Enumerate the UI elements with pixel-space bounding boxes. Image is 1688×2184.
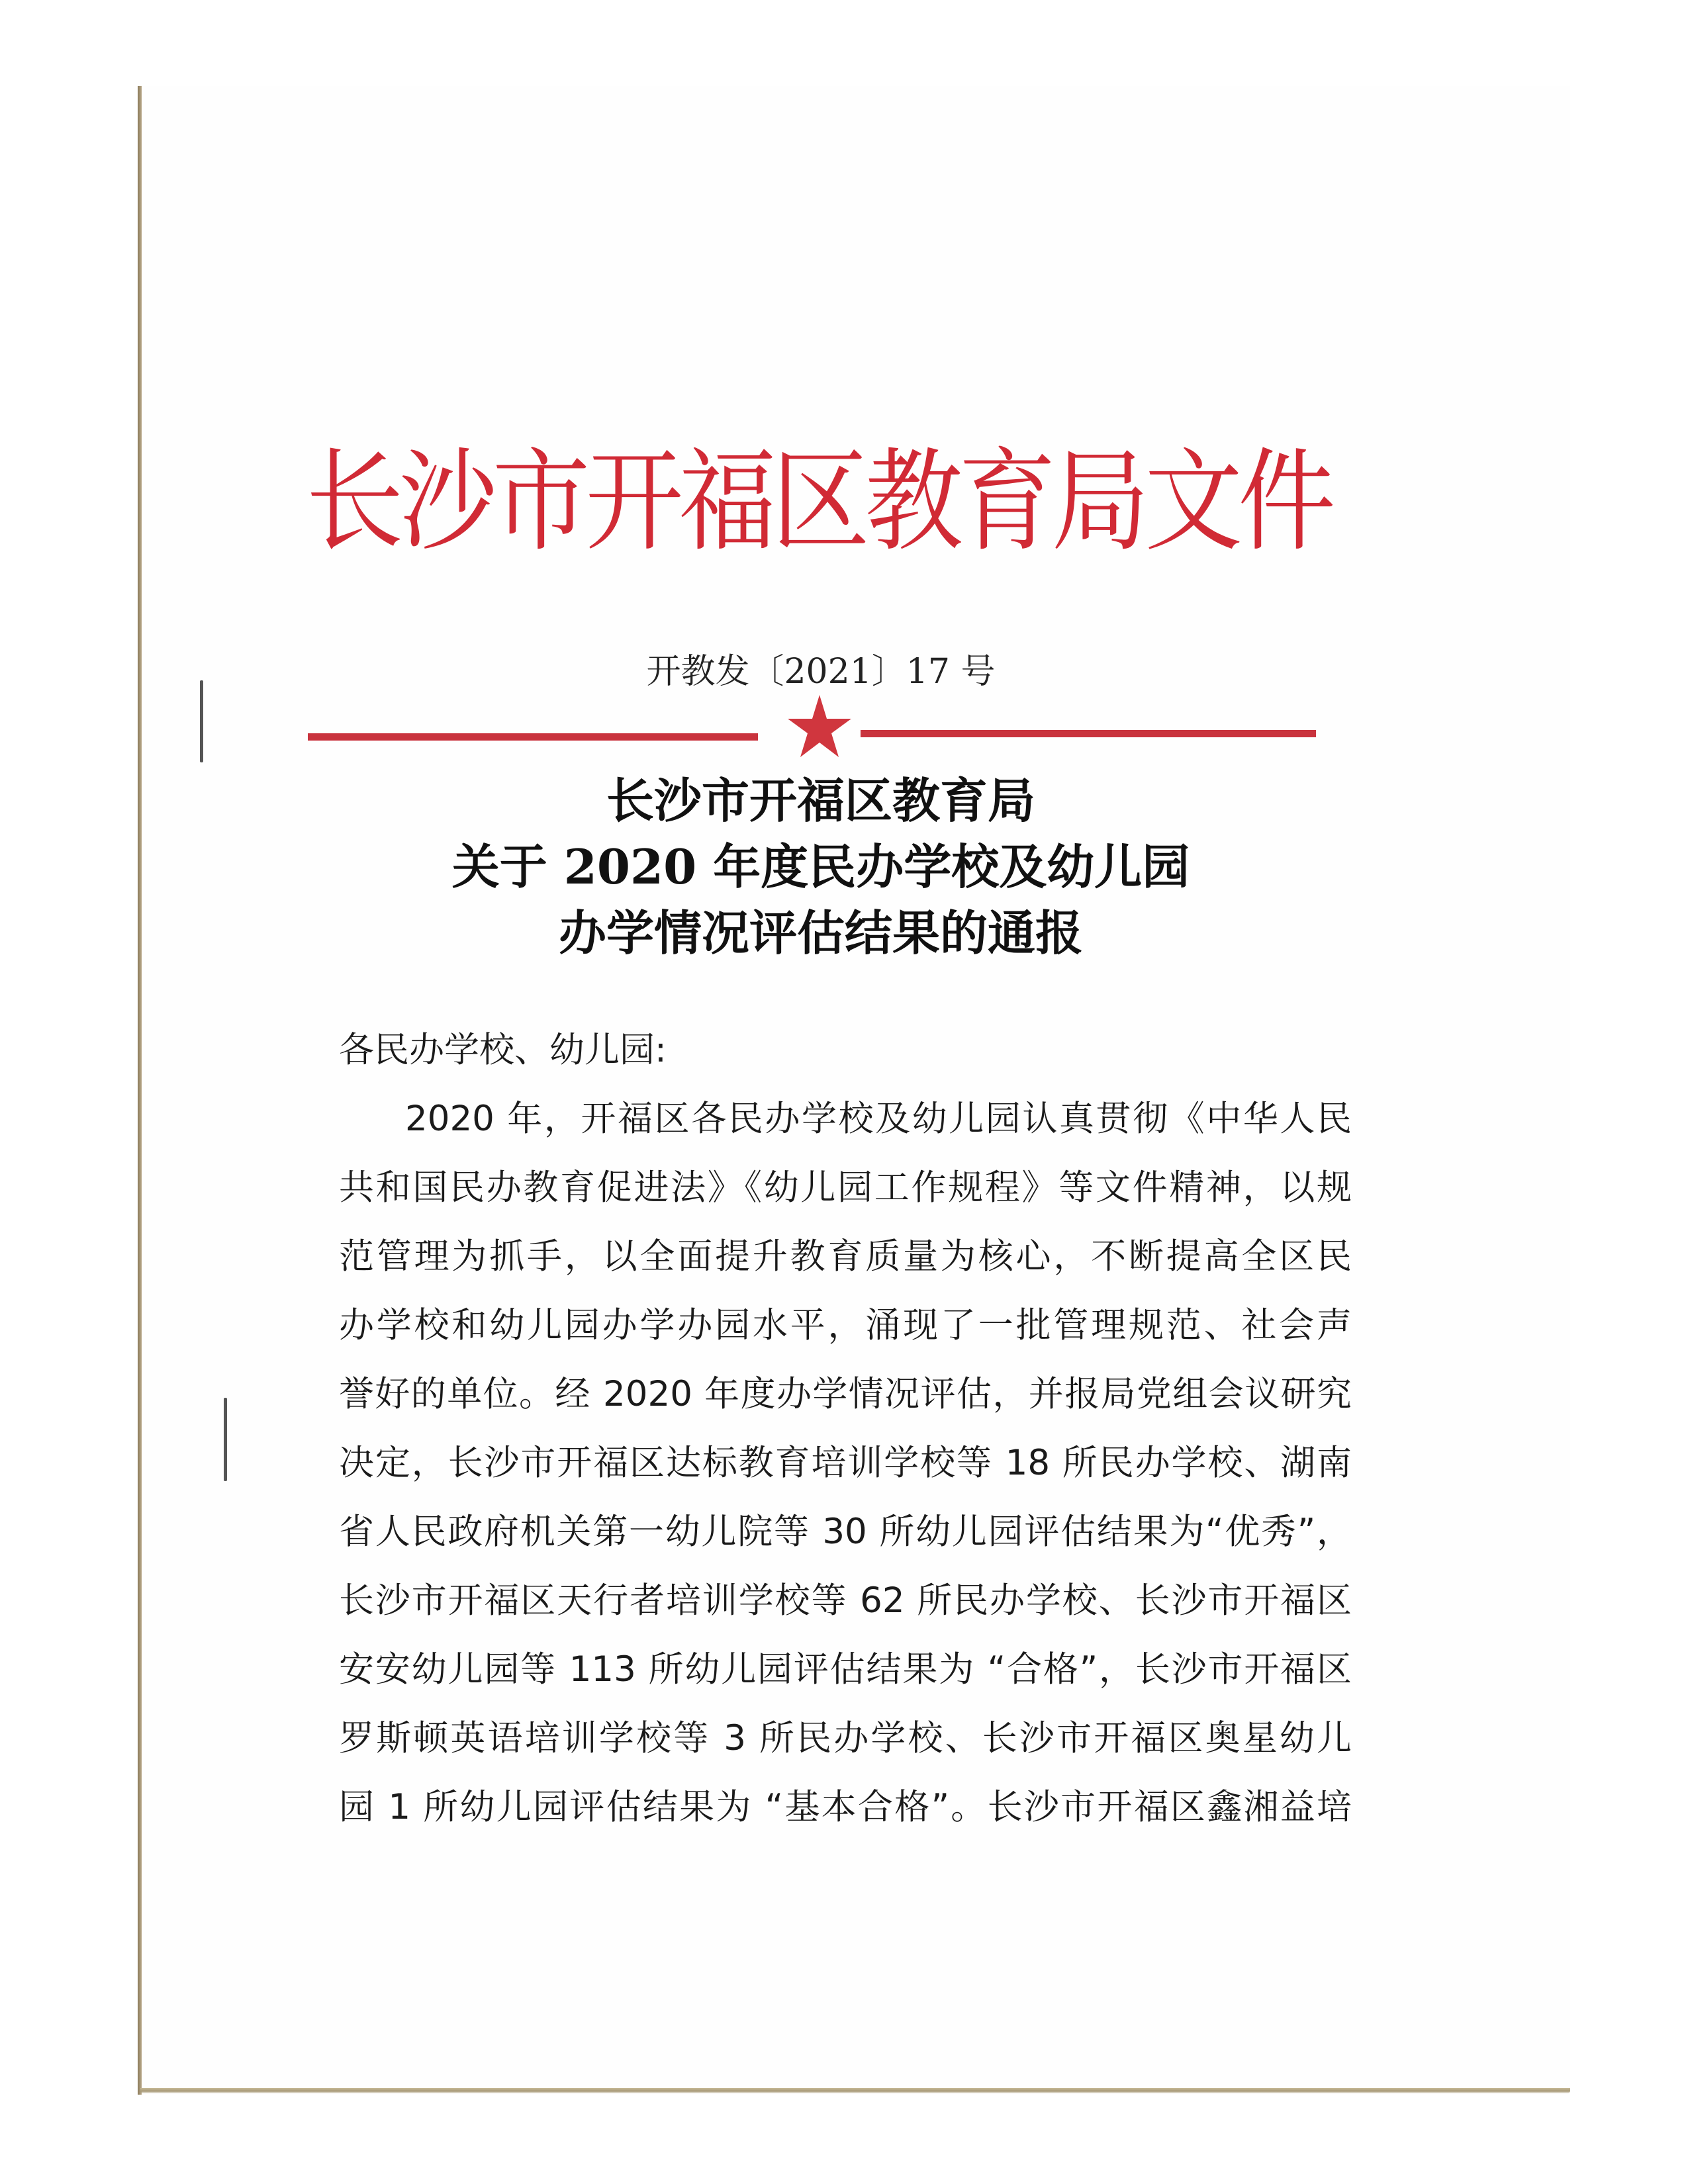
body-line: 共和国民办教育促进法》《幼儿园工作规程》等文件精神，以规	[339, 1167, 1352, 1208]
body-line: 誉好的单位。经 2020 年度办学情况评估，并报局党组会议研究	[339, 1374, 1352, 1414]
body-line: 罗斯顿英语培训学校等 3 所民办学校、长沙市开福区奥星幼儿	[339, 1718, 1352, 1758]
document-body	[339, 1016, 1352, 1842]
title-line: 长沙市开福区教育局	[606, 772, 1035, 829]
body-line: 范管理为抓手，以全面提升教育质量为核心，不断提高全区民	[339, 1236, 1352, 1277]
body-line: 长沙市开福区天行者培训学校等 62 所民办学校、长沙市开福区	[339, 1580, 1352, 1621]
issuing-authority-header: 长沙市开福区教育局文件	[306, 437, 1331, 567]
title-line: 办学情况评估结果的通报	[558, 905, 1083, 961]
body-line: 决定，长沙市开福区达标教育培训学校等 18 所民办学校、湖南	[339, 1443, 1352, 1483]
body-line: 安安幼儿园等 113 所幼儿园评估结果为 “合格”，长沙市开福区	[339, 1649, 1352, 1690]
document-number: 开教发〔2021〕17 号	[646, 652, 996, 692]
body-line: 省人民政府机关第一幼儿院等 30 所幼儿园评估结果为“优秀”，	[339, 1512, 1352, 1552]
staple-mark	[224, 1398, 227, 1481]
page-left-edge	[138, 86, 142, 2095]
red-rule-left	[308, 733, 758, 741]
body-line: 2020 年，开福区各民办学校及幼儿园认真贯彻《中华人民	[405, 1099, 1352, 1139]
body-line: 园 1 所幼儿园评估结果为 “基本合格”。长沙市开福区鑫湘益培	[339, 1787, 1352, 1827]
document-title	[0, 768, 1642, 966]
page-bottom-edge	[140, 2088, 1570, 2093]
title-line: 关于 2020 年度民办学校及幼儿园	[451, 839, 1190, 895]
red-rule-right	[861, 730, 1316, 737]
body-line: 办学校和幼儿园办学办园水平，涌现了一批管理规范、社会声	[339, 1305, 1352, 1345]
red-star-icon	[786, 694, 853, 760]
salutation: 各民办学校、幼儿园:	[339, 1030, 667, 1070]
